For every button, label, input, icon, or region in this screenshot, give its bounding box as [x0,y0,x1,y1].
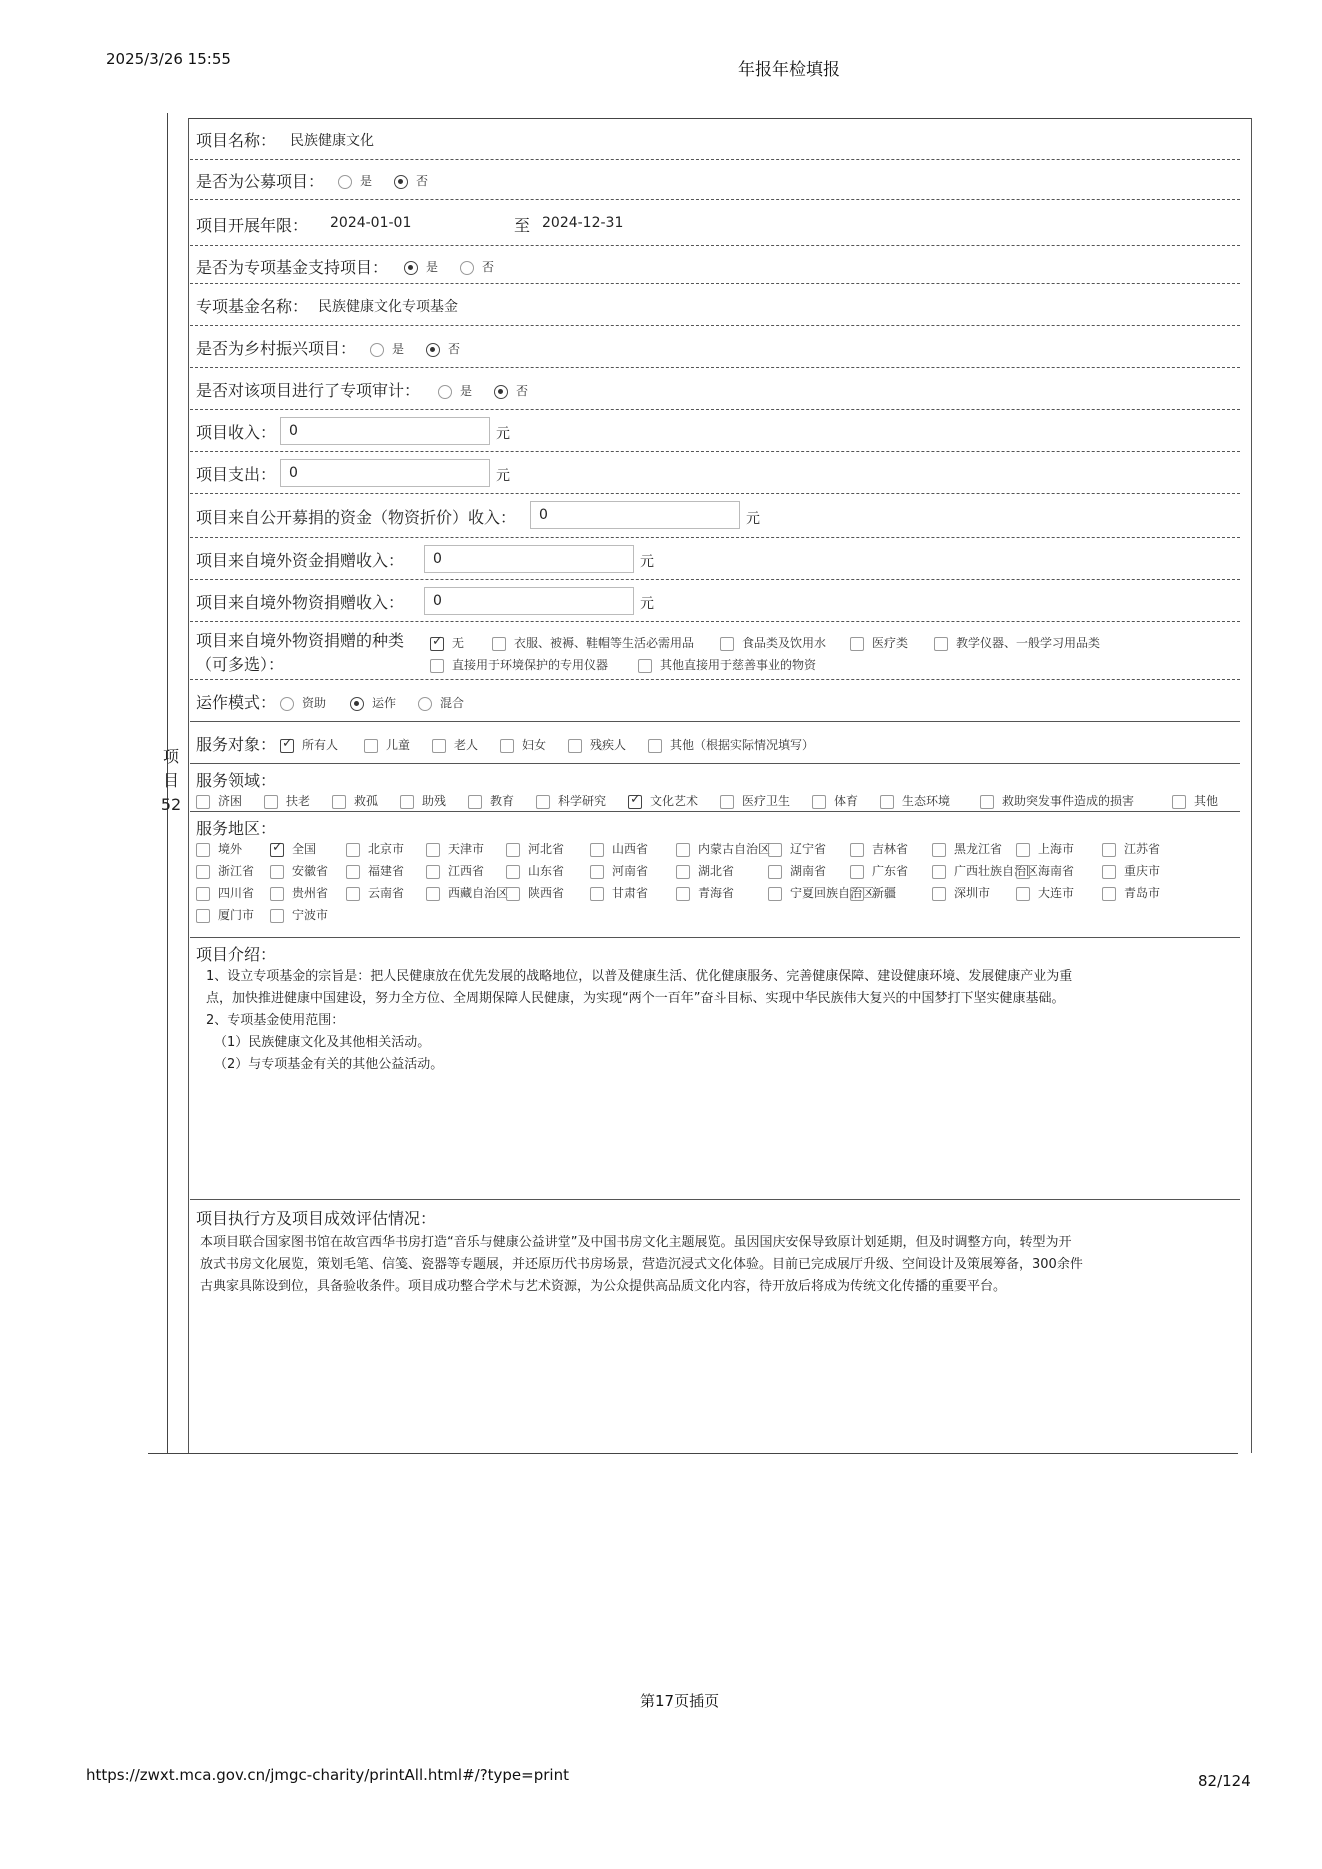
region-option[interactable]: 贵州省 [270,884,328,901]
region-option[interactable]: 黑龙江省 [932,840,1002,857]
foreign-goods-unit: 元 [640,596,654,612]
checkbox-icon [638,659,652,673]
region-option[interactable]: 北京市 [346,840,404,857]
checkbox-icon [500,739,514,753]
region-option[interactable]: 境外 [196,840,242,857]
row-public-income [190,494,1240,538]
goods-type-option-environment[interactable]: 直接用于环境保护的专用仪器 [430,656,608,673]
intro-text: 1、设立专项基金的宗旨是：把人民健康放在优先发展的战略地位，以普及健康生活、优化健康服务、完善健康保障、建设健康环境、发展健康产业为重 点，加快推进健康中国建设，努力全方位、全周期保障人民健康，为实现“两个一百年”奋斗目标、实现中华民族伟大复兴的中国梦打下坚实健康基础。 2、专项基金使用范围： （1）民族健康文化及其他相关活动。 （2）与专项基金有关的其他公益活动。 [206,969,1073,1072]
goods-type-option-food[interactable]: 食品类及饮用水 [720,634,826,651]
region-option[interactable]: 湖南省 [768,862,826,879]
field-option-education[interactable]: 教育 [468,792,514,809]
row-project-name [190,118,1240,160]
field-option-relief[interactable]: 济困 [196,792,242,809]
checkbox-icon [196,887,210,901]
public-yes-option[interactable]: 是 [338,172,372,189]
checkbox-checked-icon [430,637,444,651]
region-option[interactable]: 甘肃省 [590,884,648,901]
region-option[interactable]: 山东省 [506,862,564,879]
checkbox-icon [676,843,690,857]
row-service-region [190,812,1240,938]
radio-selected-icon [350,697,364,711]
checkbox-icon [850,843,864,857]
page-counter: 82/124 [1198,1772,1251,1790]
region-option[interactable]: 陕西省 [506,884,564,901]
region-option[interactable]: ✓ 全国 [270,840,316,857]
mode-option-mixed[interactable]: 混合 [418,694,464,711]
checkbox-icon [506,887,520,901]
checkbox-icon [850,887,864,901]
checkbox-icon [676,887,690,901]
checkbox-icon [590,843,604,857]
row-expense [190,452,1240,494]
checkbox-icon [768,865,782,879]
checkbox-icon [430,659,444,673]
region-option[interactable]: 江苏省 [1102,840,1160,857]
period-to: 至 [514,216,531,235]
radio-icon [338,175,352,189]
checkbox-checked-icon [628,795,642,809]
checkbox-icon [648,739,662,753]
row-foreign-goods [190,580,1240,622]
row-fund-support [190,246,1240,284]
row-foreign-fund [190,538,1240,580]
region-option[interactable]: 吉林省 [850,840,908,857]
row-fund-name [190,284,1240,326]
region-label: 服务地区： [196,819,277,838]
checkbox-icon [1016,887,1030,901]
fund-support-label: 是否为专项基金支持项目： [196,258,389,277]
period-label: 项目开展年限： [196,216,309,235]
field-option-sports[interactable]: 体育 [812,792,858,809]
checkbox-icon [768,843,782,857]
mode-option-operate[interactable]: 运作 [350,694,396,711]
region-option[interactable]: 深圳市 [932,884,990,901]
region-option[interactable]: 广东省 [850,862,908,879]
checkbox-icon [468,795,482,809]
public-income-input[interactable]: 0 [530,501,740,529]
foreign-goods-input[interactable]: 0 [424,587,634,615]
checkbox-icon [346,865,360,879]
region-option[interactable]: 江西省 [426,862,484,879]
checkbox-icon [1102,887,1116,901]
income-unit: 元 [496,426,510,442]
eval-label: 项目执行方及项目成效评估情况： [196,1209,437,1228]
foreign-fund-unit: 元 [640,554,654,570]
rural-label: 是否为乡村振兴项目： [196,339,357,358]
mode-label: 运作模式： [196,693,277,712]
region-option[interactable]: 西藏自治区 [426,884,508,901]
fund-support-no-option[interactable]: 否 [460,258,494,275]
checkbox-icon [506,865,520,879]
region-option[interactable]: 山西省 [590,840,648,857]
region-option[interactable]: 青岛市 [1102,884,1160,901]
checkbox-icon [980,795,994,809]
audit-label: 是否对该项目进行了专项审计： [196,381,421,400]
region-option[interactable]: 浙江省 [196,862,254,879]
checkbox-icon [568,739,582,753]
form-inner-border [188,118,189,1453]
field-label: 服务领域： [196,771,277,790]
period-start[interactable]: 2024-01-01 [330,215,412,231]
income-label: 项目收入： [196,423,277,442]
checkbox-icon [590,887,604,901]
foreign-fund-input[interactable]: 0 [424,545,634,573]
target-option-women[interactable]: 妇女 [500,736,546,753]
expense-label: 项目支出： [196,465,277,484]
intro-label: 项目介绍： [196,945,277,964]
region-option[interactable]: 上海市 [1016,840,1074,857]
checkbox-icon [850,637,864,651]
target-option-elderly[interactable]: 老人 [432,736,478,753]
checkbox-icon [196,909,210,923]
page-url[interactable]: https://zwxt.mca.gov.cn/jmgc-charity/printAll.html#/?type=print [86,1766,569,1784]
checkbox-icon [270,909,284,923]
expense-input[interactable]: 0 [280,459,490,487]
radio-icon [438,385,452,399]
checkbox-icon [270,865,284,879]
checkbox-icon [1016,865,1030,879]
region-option[interactable]: 河南省 [590,862,648,879]
checkbox-icon [536,795,550,809]
income-input[interactable]: 0 [280,417,490,445]
field-option-disability[interactable]: 助残 [400,792,446,809]
radio-selected-icon [494,385,508,399]
audit-no-option[interactable]: 否 [494,382,528,399]
checkbox-icon [676,865,690,879]
radio-selected-icon [404,261,418,275]
field-option-science[interactable]: 科学研究 [536,792,606,809]
goods-type-option-medical[interactable]: 医疗类 [850,634,908,651]
region-option[interactable]: 辽宁省 [768,840,826,857]
checkbox-checked-icon [280,739,294,753]
checkbox-icon [400,795,414,809]
foreign-goods-label: 项目来自境外物资捐赠收入： [196,593,405,612]
page-title: 年报年检填报 [738,60,840,80]
goods-type-option-teaching[interactable]: 教学仪器、一般学习用品类 [934,634,1100,651]
checkbox-icon [196,795,210,809]
expense-unit: 元 [496,468,510,484]
radio-selected-icon [426,343,440,357]
region-option[interactable]: 新疆 [850,884,896,901]
region-option[interactable]: 宁波市 [270,906,328,923]
checkbox-icon [720,637,734,651]
region-option[interactable]: 重庆市 [1102,862,1160,879]
region-option[interactable]: 青海省 [676,884,734,901]
project-name-label: 项目名称： [196,131,277,150]
row-goods-types [190,622,1240,680]
goods-type-option-none[interactable]: ✓无 [430,634,464,651]
row-service-target [190,722,1240,764]
public-no-option[interactable]: 否 [394,172,428,189]
checkbox-icon [426,887,440,901]
row-rural [190,326,1240,368]
period-end[interactable]: 2024-12-31 [542,215,624,231]
region-option[interactable]: 安徽省 [270,862,328,879]
checkbox-icon [346,843,360,857]
checkbox-icon [850,865,864,879]
field-option-orphan[interactable]: 救孤 [332,792,378,809]
checkbox-icon [270,887,284,901]
checkbox-icon [196,865,210,879]
row-public-fundraising [190,160,1240,200]
checkbox-icon [506,843,520,857]
field-option-other[interactable]: 其他 [1172,792,1218,809]
checkbox-icon [426,865,440,879]
checkbox-icon [720,795,734,809]
print-datetime: 2025/3/26 15:55 [106,50,231,68]
checkbox-icon [196,843,210,857]
region-option[interactable]: 厦门市 [196,906,254,923]
radio-icon [460,261,474,275]
fund-support-yes-option[interactable]: 是 [404,258,438,275]
target-option-all[interactable]: ✓ 所有人 [280,736,338,753]
form-bottom-border [148,1453,1238,1454]
region-option[interactable]: 福建省 [346,862,404,879]
public-fundraising-label: 是否为公募项目： [196,172,325,191]
row-income [190,410,1240,452]
region-option[interactable]: 河北省 [506,840,564,857]
rural-no-option[interactable]: 否 [426,340,460,357]
public-income-label: 项目来自公开募捐的资金（物资折价）收入： [196,508,517,527]
goods-type-label-2: （可多选）： [196,655,285,674]
row-evaluation [190,1200,1240,1453]
checkbox-icon [932,843,946,857]
fund-name-label: 专项基金名称： [196,297,309,316]
checkbox-icon [812,795,826,809]
region-option[interactable]: 大连市 [1016,884,1074,901]
field-option-emergency[interactable]: 救助突发事件造成的损害 [980,792,1134,809]
fund-name-value[interactable]: 民族健康文化专项基金 [318,299,458,315]
checkbox-icon [264,795,278,809]
checkbox-icon [1102,843,1116,857]
region-option[interactable]: 内蒙古自治区 [676,840,770,857]
checkbox-icon [768,887,782,901]
field-option-ecology[interactable]: 生态环境 [880,792,950,809]
public-income-unit: 元 [746,511,760,527]
region-option[interactable]: 天津市 [426,840,484,857]
checkbox-icon [432,739,446,753]
region-option[interactable]: 湖北省 [676,862,734,879]
foreign-fund-label: 项目来自境外资金捐赠收入： [196,551,405,570]
mode-option-grant[interactable]: 资助 [280,694,326,711]
checkbox-icon [492,637,506,651]
region-option[interactable]: 四川省 [196,884,254,901]
field-option-medical[interactable]: 医疗卫生 [720,792,790,809]
eval-text: 本项目联合国家图书馆在故宫西华书房打造“音乐与健康公益讲堂”及中国书房文化主题展览。虽因国庆安保导致原计划延期，但及时调整方向，转型为开 放式书房文化展览，策划毛笔、信笺、瓷器等专题展，并还原历代书房场景，营造沉浸式文化体验。目前已完成展厅升级、空间设计及策展筹备，300余件 古典家具陈设到位，具备验收条件。项目成功整合学术与艺术资源，为公众提供高品质文化内容，待开放后将成为传统文化传播的重要平台。 [200,1235,1083,1294]
target-option-other[interactable]: 其他（根据实际情况填写） [648,736,814,753]
checkbox-checked-icon [270,843,284,857]
target-option-children[interactable]: 儿童 [364,736,410,753]
row-audit [190,368,1240,410]
region-option[interactable]: 广西壮族自治区 [932,862,1038,879]
radio-selected-icon [394,175,408,189]
checkbox-icon [934,637,948,651]
checkbox-icon [1172,795,1186,809]
project-name-value: 民族健康文化 [290,133,374,149]
field-option-elderly[interactable]: 扶老 [264,792,310,809]
audit-yes-option[interactable]: 是 [438,382,472,399]
target-label: 服务对象： [196,735,277,754]
checkbox-icon [346,887,360,901]
region-option[interactable]: 云南省 [346,884,404,901]
checkbox-icon [364,739,378,753]
checkbox-icon [880,795,894,809]
insert-page-label: 第17页插页 [640,1692,720,1710]
checkbox-icon [932,887,946,901]
row-service-field [190,764,1240,812]
region-option[interactable]: 宁夏回族自治区 [768,884,874,901]
radio-icon [418,697,432,711]
checkbox-icon [1102,865,1116,879]
row-project-intro [190,938,1240,1200]
row-period [190,200,1240,246]
checkbox-icon [426,843,440,857]
field-option-culture[interactable]: ✓ 文化艺术 [628,792,698,809]
goods-type-option-clothing[interactable]: 衣服、被褥、鞋帽等生活必需用品 [492,634,694,651]
rural-yes-option[interactable]: 是 [370,340,404,357]
radio-icon [370,343,384,357]
region-option[interactable]: 海南省 [1016,862,1074,879]
checkbox-icon [932,865,946,879]
checkbox-icon [1016,843,1030,857]
checkbox-icon [590,865,604,879]
project-number-label: 项 目 52 [160,747,182,814]
goods-type-option-other[interactable]: 其他直接用于慈善事业的物资 [638,656,816,673]
goods-type-label: 项目来自境外物资捐赠的种类 [196,631,405,650]
target-option-disabled[interactable]: 残疾人 [568,736,626,753]
row-operation-mode [190,680,1240,722]
form-right-border [1251,118,1252,1453]
radio-icon [280,697,294,711]
checkbox-icon [332,795,346,809]
